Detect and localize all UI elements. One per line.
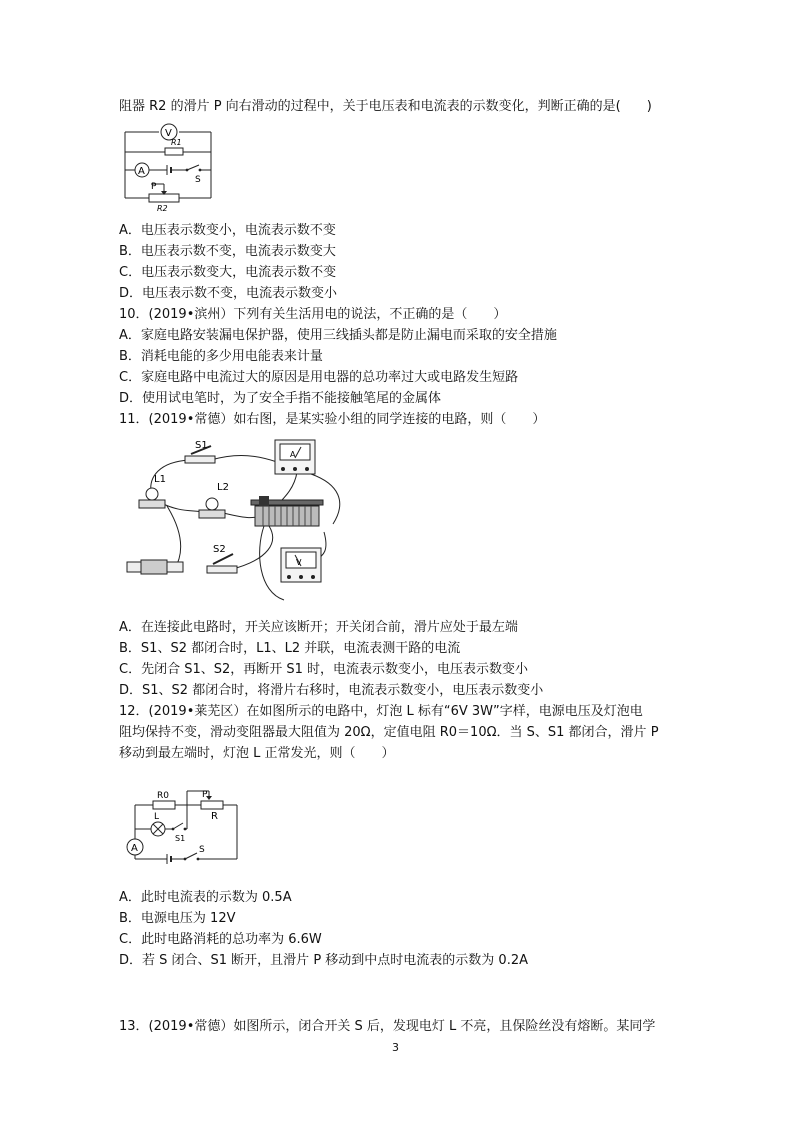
lamp-label: L bbox=[154, 812, 160, 822]
q13-stem: 13．(2019•常德）如图所示，闭合开关 S 后，发现电灯 L 不亮，且保险丝没有熔断。某同学 bbox=[119, 1019, 656, 1034]
q12-stem-line1: 12．(2019•莱芜区）在如图所示的电路中，灯泡 L 标有“6V 3W”字样，电源电压及灯泡电 bbox=[119, 704, 643, 719]
q11-option-a: A．在连接此电路时，开关应该断开；开关闭合前，滑片应处于最左端 bbox=[119, 620, 518, 635]
r0-label: R0 bbox=[157, 791, 169, 801]
slider-label: P bbox=[202, 790, 208, 800]
s1-label: S1 bbox=[195, 440, 208, 451]
q10-option-a: A．家庭电路安装漏电保护器，使用三线插头都是防止漏电而采取的安全措施 bbox=[119, 328, 557, 343]
q9-option-d: D．电压表示数不变，电流表示数变小 bbox=[119, 286, 338, 301]
q11-apparatus-diagram bbox=[119, 432, 351, 608]
q9-option-a: A．电压表示数变小，电流表示数不变 bbox=[119, 223, 336, 238]
q11-stem: 11．(2019•常德）如右图，是某实验小组的同学连接的电路，则（ ） bbox=[119, 412, 546, 427]
q11-option-c: C．先闭合 S1、S2，再断开 S1 时，电流表示数变小，电压表示数变小 bbox=[119, 662, 529, 677]
ammeter-face-label: A bbox=[290, 450, 296, 459]
q12-option-c: C．此时电路消耗的总功率为 6.6W bbox=[119, 932, 322, 947]
rheostat-label: R bbox=[211, 811, 218, 822]
q9-stem-continuation: 阻器 R2 的滑片 P 向右滑动的过程中，关于电压表和电流表的示数变化，判断正确的是( ) bbox=[119, 99, 652, 114]
q9-option-b: B．电压表示数不变，电流表示数变大 bbox=[119, 244, 336, 259]
q9-option-c: C．电压表示数变大，电流表示数不变 bbox=[119, 265, 337, 280]
ammeter-label: A bbox=[138, 166, 145, 177]
q9-circuit-diagram bbox=[119, 122, 219, 212]
l2-label: L2 bbox=[217, 482, 229, 493]
q12-stem-line3: 移动到最左端时，灯泡 L 正常发光，则（ ） bbox=[119, 746, 395, 761]
q11-option-d: D．S1、S2 都闭合时，将滑片右移时，电流表示数变小，电压表示数变小 bbox=[119, 683, 544, 698]
q12-stem-line2: 阻均保持不变，滑动变阻器最大阻值为 20Ω，定值电阻 R0＝10Ω．当 S、S1 都闭合，滑片 P bbox=[119, 725, 659, 740]
ammeter-label: A bbox=[131, 843, 138, 854]
switch-label: S bbox=[195, 175, 201, 185]
q12-circuit-diagram bbox=[125, 785, 245, 865]
l1-label: L1 bbox=[154, 474, 166, 485]
s-label: S bbox=[199, 845, 205, 855]
s2-label: S2 bbox=[213, 544, 226, 555]
q12-option-d: D．若 S 闭合、S1 断开，且滑片 P 移动到中点时电流表的示数为 0.2A bbox=[119, 953, 528, 968]
voltmeter-label: V bbox=[165, 128, 172, 139]
q11-option-b: B．S1、S2 都闭合时，L1、L2 并联，电流表测干路的电流 bbox=[119, 641, 461, 656]
battery-device bbox=[127, 560, 183, 574]
q12-option-a: A．此时电流表的示数为 0.5A bbox=[119, 890, 292, 905]
q10-option-c: C．家庭电路中电流过大的原因是用电器的总功率过大或电路发生短路 bbox=[119, 370, 519, 385]
rheostat-device bbox=[251, 496, 323, 526]
s1-label: S1 bbox=[175, 834, 186, 843]
q10-option-d: D．使用试电笔时，为了安全手指不能接触笔尾的金属体 bbox=[119, 391, 442, 406]
voltmeter-face-label: V bbox=[296, 558, 302, 567]
slider-label: P bbox=[151, 182, 157, 192]
switch-s2 bbox=[207, 554, 237, 573]
q12-option-b: B．电源电压为 12V bbox=[119, 911, 236, 926]
q10-option-b: B．消耗电能的多少用电能表来计量 bbox=[119, 349, 323, 364]
page-number: 3 bbox=[392, 1041, 399, 1054]
bulb-l1 bbox=[139, 488, 165, 508]
bulb-l2 bbox=[199, 498, 225, 518]
q10-stem: 10．(2019•滨州）下列有关生活用电的说法，不正确的是（ ） bbox=[119, 307, 507, 322]
r1-label: R1 bbox=[171, 138, 182, 147]
r2-label: R2 bbox=[157, 204, 168, 212]
